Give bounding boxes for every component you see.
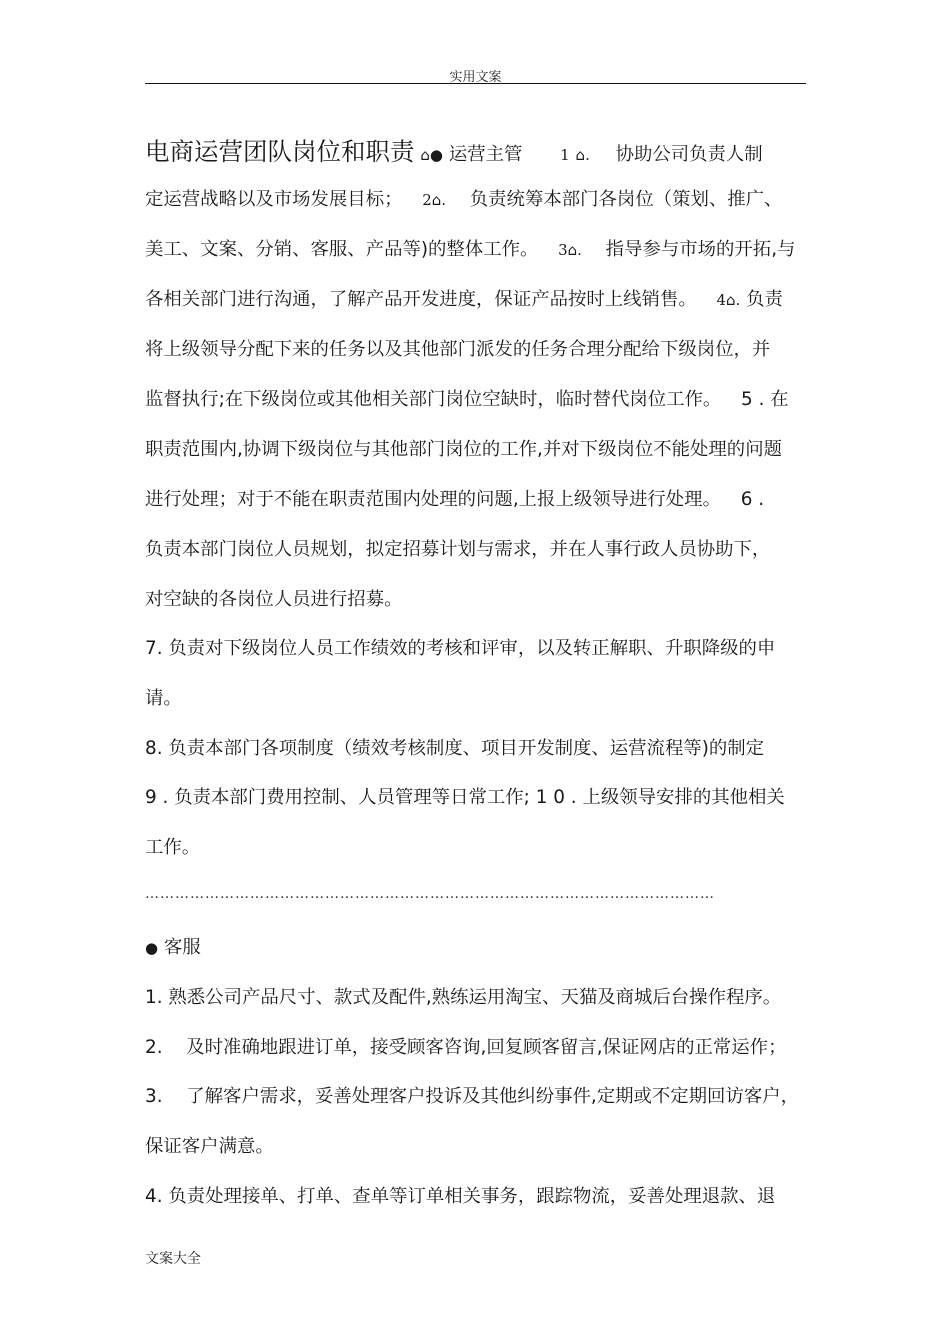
item7-text: 7. 负责对下级岗位人员工作绩效的考核和评审，以及转正解职、升职降级的申 [145, 638, 776, 659]
item4-text: 负责 [746, 289, 783, 310]
item2-mark: ⌂. [431, 191, 447, 209]
item1-number: 1 [560, 146, 570, 164]
section-heading [145, 936, 201, 960]
body-line [145, 687, 182, 711]
item6-label: 6 . [740, 489, 765, 510]
document-title: 电商运营团队岗位和职责 [145, 137, 415, 166]
cs-item1-text: 1. 熟悉公司产品尺寸、款式及配件,熟练运用淘宝、天猫及商城后台操作程序。 [145, 987, 782, 1008]
item5-text: 职责范围内,协调下级岗位与其他部门岗位的工作,并对下级岗位不能处理的问题 [145, 439, 782, 460]
item2-number: 2 [422, 191, 432, 209]
body-line [145, 588, 402, 612]
body-line [145, 737, 764, 761]
role-operations-manager: 运营主管 [448, 144, 523, 165]
body-line [145, 438, 782, 462]
body-line [145, 388, 789, 412]
item7-text-cont: 请。 [145, 688, 182, 709]
body-line [145, 538, 770, 562]
header-rule [145, 83, 806, 84]
body-line [145, 1036, 786, 1060]
title-mark: ⌂● [420, 146, 443, 164]
cs-item2-number: 2. [145, 1037, 163, 1058]
body-line [145, 338, 770, 362]
item5-label: 5 . 在 [741, 389, 789, 410]
body-line [145, 836, 200, 860]
cs-item3-number: 3. [145, 1086, 163, 1107]
body-line [145, 238, 795, 262]
item4-text-cont: 将上级领导分配下来的任务以及其他部门派发的任务合理分配给下级岗位，并 [145, 339, 771, 360]
item9-10-text: 9 . 负责本部门费用控制、人员管理等日常工作; 1 0 . 上级领导安排的其他相关 [145, 787, 785, 808]
body-line [145, 488, 764, 512]
cs-item4-text: 4. 负责处理接单、打单、查单等订单相关事务，跟踪物流，妥善处理退款、退 [145, 1186, 776, 1207]
item10-text-cont: 工作。 [145, 837, 201, 858]
item3-number: 3 [558, 241, 568, 259]
item4-number: 4 [716, 291, 726, 309]
page-header: 实用文案 [449, 70, 502, 85]
dotted-separator: …………………………………………………………………………………………………… [145, 886, 715, 902]
item6-text-cont: 对空缺的各岗位人员进行招募。 [145, 589, 403, 610]
body-line [145, 637, 775, 661]
cs-item2-text: 及时准确地跟进订单，接受顾客咨询,回复顾客留言,保证网店的正常运作； [186, 1037, 787, 1058]
item6-text: 负责本部门岗位人员规划，拟定招募计划与需求，并在人事行政人员协助下， [145, 539, 771, 560]
page-footer: 文案大全 [145, 1251, 201, 1267]
body-line [145, 1185, 775, 1209]
bullet-icon: ● [145, 939, 159, 957]
cs-item3-text-cont: 保证客户满意。 [145, 1136, 274, 1157]
item3-text: 指导参与市场的开拓,与 [605, 239, 796, 260]
item5-text-cont: 进行处理；对于不能在职责范围内处理的问题,上报上级领导进行处理。 [145, 489, 721, 510]
role-customer-service: 客服 [163, 937, 201, 958]
item1-text-cont: 定运营战略以及市场发展目标； [145, 189, 403, 210]
body-line [145, 786, 785, 810]
body-line [145, 188, 782, 212]
item1-text: 协助公司负责人制 [615, 144, 763, 165]
cs-item3-text: 了解客户需求，妥善处理客户投诉及其他纠纷事件,定期或不定期回访客户， [186, 1086, 800, 1107]
body-line [145, 288, 783, 312]
body-line [145, 986, 781, 1010]
item1-mark: ⌂. [575, 146, 590, 164]
item4-text-cont2: 监督执行;在下级岗位或其他相关部门岗位空缺时，临时替代岗位工作。 [145, 389, 722, 410]
body-line [145, 1135, 274, 1159]
item3-text-cont: 各相关部门进行沟通，了解产品开发进度，保证产品按时上线销售。 [145, 289, 697, 310]
title-line [145, 137, 763, 167]
item2-text-cont: 美工、文案、分销、客服、产品等)的整体工作。 [145, 239, 539, 260]
item2-text: 负责统筹本部门各岗位（策划、推广、 [469, 189, 783, 210]
body-line [145, 1085, 799, 1109]
item4-mark: ⌂. [726, 291, 741, 309]
item8-text: 8. 负责本部门各项制度（绩效考核制度、项目开发制度、运营流程等)的制定 [145, 738, 765, 759]
item3-mark: ⌂. [567, 241, 582, 259]
